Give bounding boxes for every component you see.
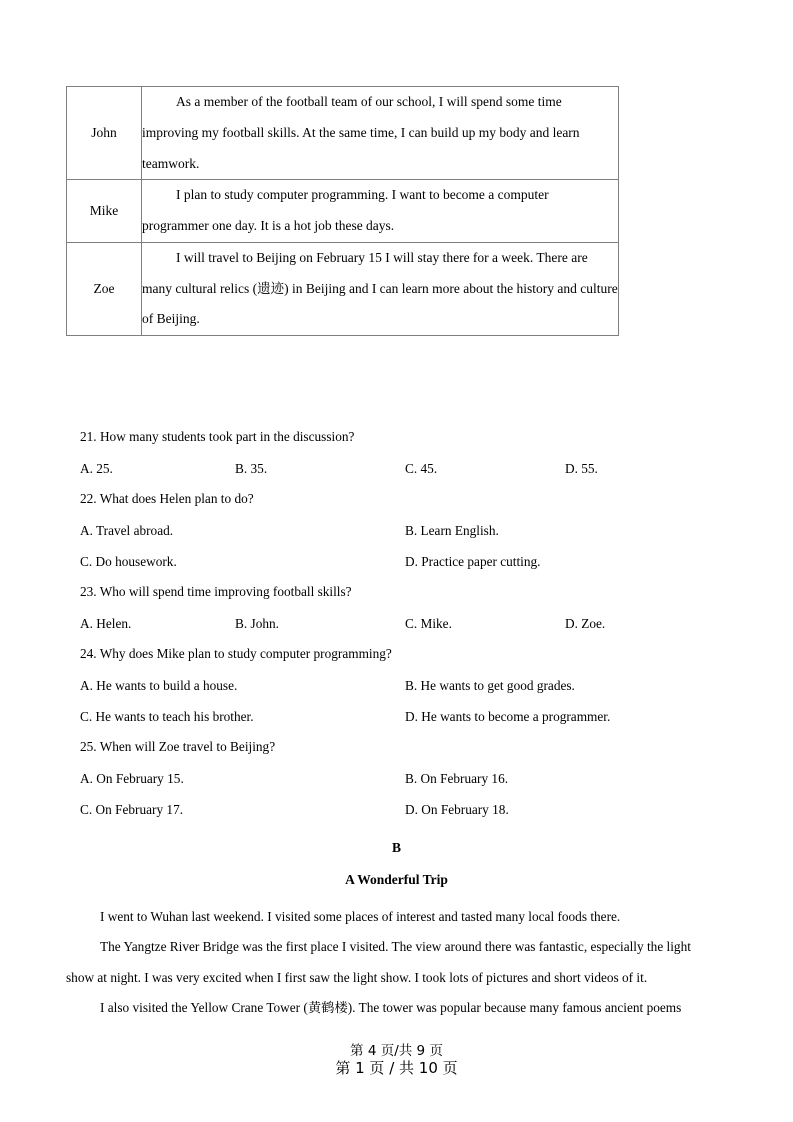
table-row — [67, 180, 619, 243]
table-row — [67, 87, 619, 180]
option-24-c[interactable]: C. He wants to teach his brother. — [80, 709, 254, 724]
student-name-cell: Mike — [67, 180, 142, 243]
outer-page-number: 第 1 页 / 共 10 页 — [335, 1059, 458, 1077]
inner-page-number: 第 4 页/共 9 页 — [350, 1043, 443, 1059]
option-21-c[interactable]: C. 45. — [405, 461, 438, 476]
option-row-23 — [80, 616, 720, 647]
student-statement-cell: As a member of the football team of our school, I will spend some time improving my football skills. At the same time, I can build up my body and learn teamwork. — [142, 87, 619, 180]
option-row-25-top — [80, 771, 720, 802]
option-row-22-top — [80, 523, 720, 554]
option-row-24-top — [80, 678, 720, 709]
option-21-a[interactable]: A. 25. — [80, 461, 113, 476]
passage-paragraph: I also visited the Yellow Crane Tower (黄鹤楼). The tower was popular because many famous ancient poems — [100, 999, 682, 1015]
option-23-d[interactable]: D. Zoe. — [565, 616, 606, 631]
student-statement-cell: I will travel to Beijing on February 15 I will stay there for a week. There are many cultural relics (遗迹) in Beijing and I can learn more about the history and culture of Beijing. — [142, 242, 619, 335]
student-name-cell: John — [67, 87, 142, 180]
option-22-a[interactable]: A. Travel abroad. — [80, 523, 174, 538]
student-name-cell: Zoe — [67, 242, 142, 335]
question-stem-22: 22. What does Helen plan to do? — [80, 491, 254, 506]
section-b-letter: B — [391, 840, 401, 855]
option-23-c[interactable]: C. Mike. — [405, 616, 452, 631]
option-22-d[interactable]: D. Practice paper cutting. — [405, 554, 541, 569]
option-24-a[interactable]: A. He wants to build a house. — [80, 678, 238, 693]
option-row-21 — [80, 461, 720, 492]
question-stem-23: 23. Who will spend time improving football skills? — [80, 584, 352, 599]
option-25-a[interactable]: A. On February 15. — [80, 771, 184, 786]
option-25-c[interactable]: C. On February 17. — [80, 802, 184, 817]
option-24-b[interactable]: B. He wants to get good grades. — [405, 678, 575, 693]
option-22-c[interactable]: C. Do housework. — [80, 554, 177, 569]
option-row-25-bottom — [80, 802, 720, 833]
option-row-22-bottom — [80, 554, 720, 585]
option-25-b[interactable]: B. On February 16. — [405, 771, 509, 786]
student-statement-cell: I plan to study computer programming. I want to become a computer programmer one day. It is a hot job these days. — [142, 180, 619, 243]
option-22-b[interactable]: B. Learn English. — [405, 523, 499, 538]
option-21-b[interactable]: B. 35. — [235, 461, 268, 476]
option-25-d[interactable]: D. On February 18. — [405, 802, 509, 817]
table-row — [67, 242, 619, 335]
option-21-d[interactable]: D. 55. — [565, 461, 598, 476]
questions-block — [80, 430, 720, 833]
question-stem-25: 25. When will Zoe travel to Beijing? — [80, 739, 276, 754]
option-row-24-bottom — [80, 709, 720, 740]
option-23-b[interactable]: B. John. — [235, 616, 279, 631]
option-23-a[interactable]: A. Helen. — [80, 616, 132, 631]
passage-paragraph: I went to Wuhan last weekend. I visited some places of interest and tasted many local foods there. — [100, 909, 621, 924]
passage-body — [66, 902, 718, 1023]
question-stem-21: 21. How many students took part in the discussion? — [80, 429, 355, 444]
passage-title: A Wonderful Trip — [345, 872, 448, 887]
student-discussion-table — [66, 86, 619, 336]
option-24-d[interactable]: D. He wants to become a programmer. — [405, 709, 611, 724]
question-stem-24: 24. Why does Mike plan to study computer programming? — [80, 646, 392, 661]
passage-paragraph: The Yangtze River Bridge was the first place I visited. The view around there was fantastic, especially the light show at night. I was very excited when I first saw the light show. I took lots of pictures and short videos of it. — [66, 939, 691, 985]
